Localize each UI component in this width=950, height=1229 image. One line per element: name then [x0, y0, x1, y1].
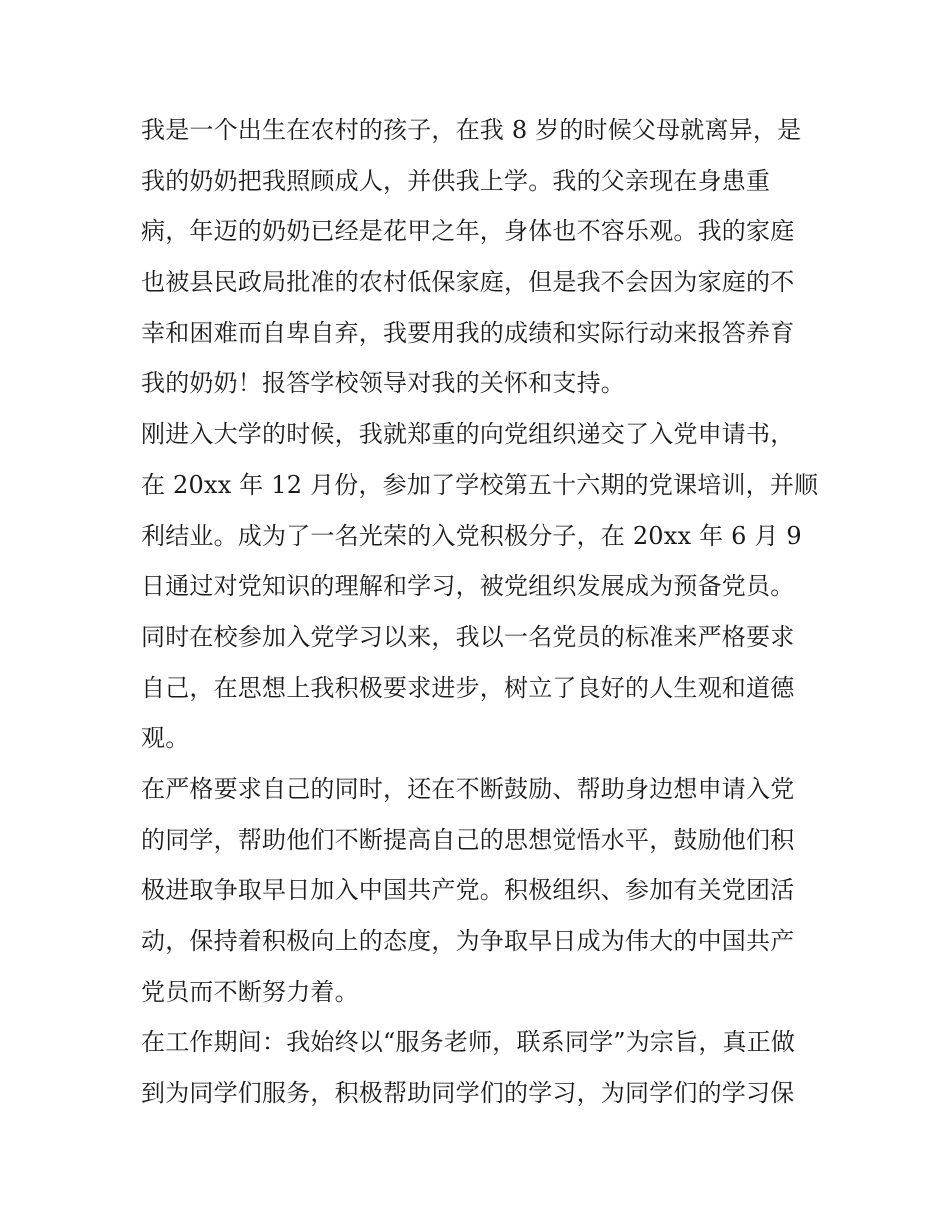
text-line: 同时在校参加入党学习以来，我以一名党员的标准来严格要求	[141, 622, 795, 651]
text-line: 也被县民政局批准的农村低保家庭，但是我不会因为家庭的不	[141, 268, 795, 297]
text-line: 观。	[141, 724, 190, 753]
document-body	[141, 105, 821, 1119]
text-line: 我的奶奶！报答学校领导对我的关怀和支持。	[141, 369, 625, 398]
text-line: 党员而不断努力着。	[141, 977, 359, 1006]
text-line: 我的奶奶把我照顾成人，并供我上学。我的父亲现在身患重	[141, 166, 771, 195]
text-line: 利结业。成为了一名光荣的入党积极分子，在 20xx 年 6 月 9	[141, 521, 802, 550]
text-line: 自己，在思想上我积极要求进步，树立了良好的人生观和道德	[141, 673, 795, 702]
text-line: 刚进入大学的时候，我就郑重的向党组织递交了入党申请书，	[141, 420, 795, 449]
text-line: 病，年迈的奶奶已经是花甲之年，身体也不容乐观。我的家庭	[141, 217, 795, 246]
text-line: 极进取争取早日加入中国共产党。积极组织、参加有关党团活	[141, 876, 795, 905]
text-line: 幸和困难而自卑自弃，我要用我的成绩和实际行动来报答养育	[141, 318, 795, 347]
text-line: 的同学，帮助他们不断提高自己的思想觉悟水平，鼓励他们积	[141, 825, 795, 854]
text-line: 到为同学们服务，积极帮助同学们的学习，为同学们的学习保	[141, 1079, 795, 1108]
text-line: 日通过对党知识的理解和学习，被党组织发展成为预备党员。	[141, 572, 795, 601]
text-line: 在严格要求自己的同时，还在不断鼓励、帮助身边想申请入党	[141, 774, 795, 803]
text-line: 动，保持着积极向上的态度，为争取早日成为伟大的中国共产	[141, 927, 795, 955]
text-line: 我是一个出生在农村的孩子，在我 8 岁的时候父母就离异，是	[141, 116, 802, 144]
text-line: 在 20xx 年 12 月份，参加了学校第五十六期的党课培训，并顺	[141, 470, 819, 499]
text-line: 在工作期间：我始终以“服务老师，联系同学”为宗旨，真正做	[141, 1028, 796, 1057]
